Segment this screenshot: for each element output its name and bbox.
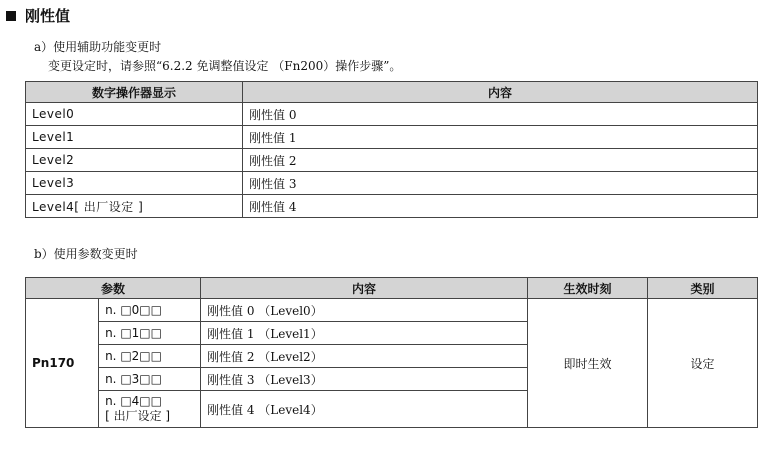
param-value-text: n. □4□□: [105, 394, 162, 408]
param-value-cell: n. □3□□: [99, 368, 201, 391]
content-cell: 刚性值 1 （Level1）: [201, 322, 528, 345]
table-row: [26, 149, 758, 172]
column-header: 数字操作器显示: [26, 82, 243, 103]
param-value-cell: n. □0□□: [99, 299, 201, 322]
factory-default-note: [ 出厂设定 ]: [105, 409, 171, 423]
table-header-row: [26, 278, 758, 299]
content-cell: 刚性值 3: [243, 172, 758, 195]
content-cell: 刚性值 0: [243, 103, 758, 126]
timing-cell: 即时生效: [528, 299, 648, 428]
section-title: 刚性值: [25, 7, 71, 25]
table-row: [26, 195, 758, 218]
content-cell: 刚性值 4 （Level4）: [201, 391, 528, 428]
content-cell: 刚性值 2: [243, 149, 758, 172]
column-header: 内容: [243, 82, 758, 103]
param-value-cell: n. □1□□: [99, 322, 201, 345]
content-cell: 刚性值 3 （Level3）: [201, 368, 528, 391]
display-cell: Level3: [26, 172, 243, 195]
column-header: 类别: [648, 278, 758, 299]
category-cell: 设定: [648, 299, 758, 428]
sub-label-a: a）使用辅助功能变更时: [34, 40, 162, 54]
display-table: [25, 81, 758, 218]
param-value-cell: [99, 391, 201, 428]
column-header: 生效时刻: [528, 278, 648, 299]
table-row: [26, 103, 758, 126]
table-row: [26, 126, 758, 149]
content-cell: 刚性值 1: [243, 126, 758, 149]
display-cell: Level2: [26, 149, 243, 172]
display-cell: Level4[ 出厂设定 ]: [26, 195, 243, 218]
column-header: 参数: [26, 278, 201, 299]
param-value-cell: n. □2□□: [99, 345, 201, 368]
content-cell: 刚性值 2 （Level2）: [201, 345, 528, 368]
display-cell: Level0: [26, 103, 243, 126]
section-heading: [6, 5, 70, 26]
table-header-row: [26, 82, 758, 103]
table-row: [26, 172, 758, 195]
parameter-table: [25, 277, 758, 428]
square-bullet-icon: [6, 11, 16, 21]
sub-desc-a: 变更设定时，请参照“6.2.2 免调整值设定 （Fn200）操作步骤”。: [48, 59, 402, 73]
column-header: 内容: [201, 278, 528, 299]
sub-label-b: b）使用参数变更时: [34, 247, 138, 261]
content-cell: 刚性值 0 （Level0）: [201, 299, 528, 322]
table-row: [26, 299, 758, 322]
display-cell: Level1: [26, 126, 243, 149]
content-cell: 刚性值 4: [243, 195, 758, 218]
param-name-cell: Pn170: [26, 299, 99, 428]
